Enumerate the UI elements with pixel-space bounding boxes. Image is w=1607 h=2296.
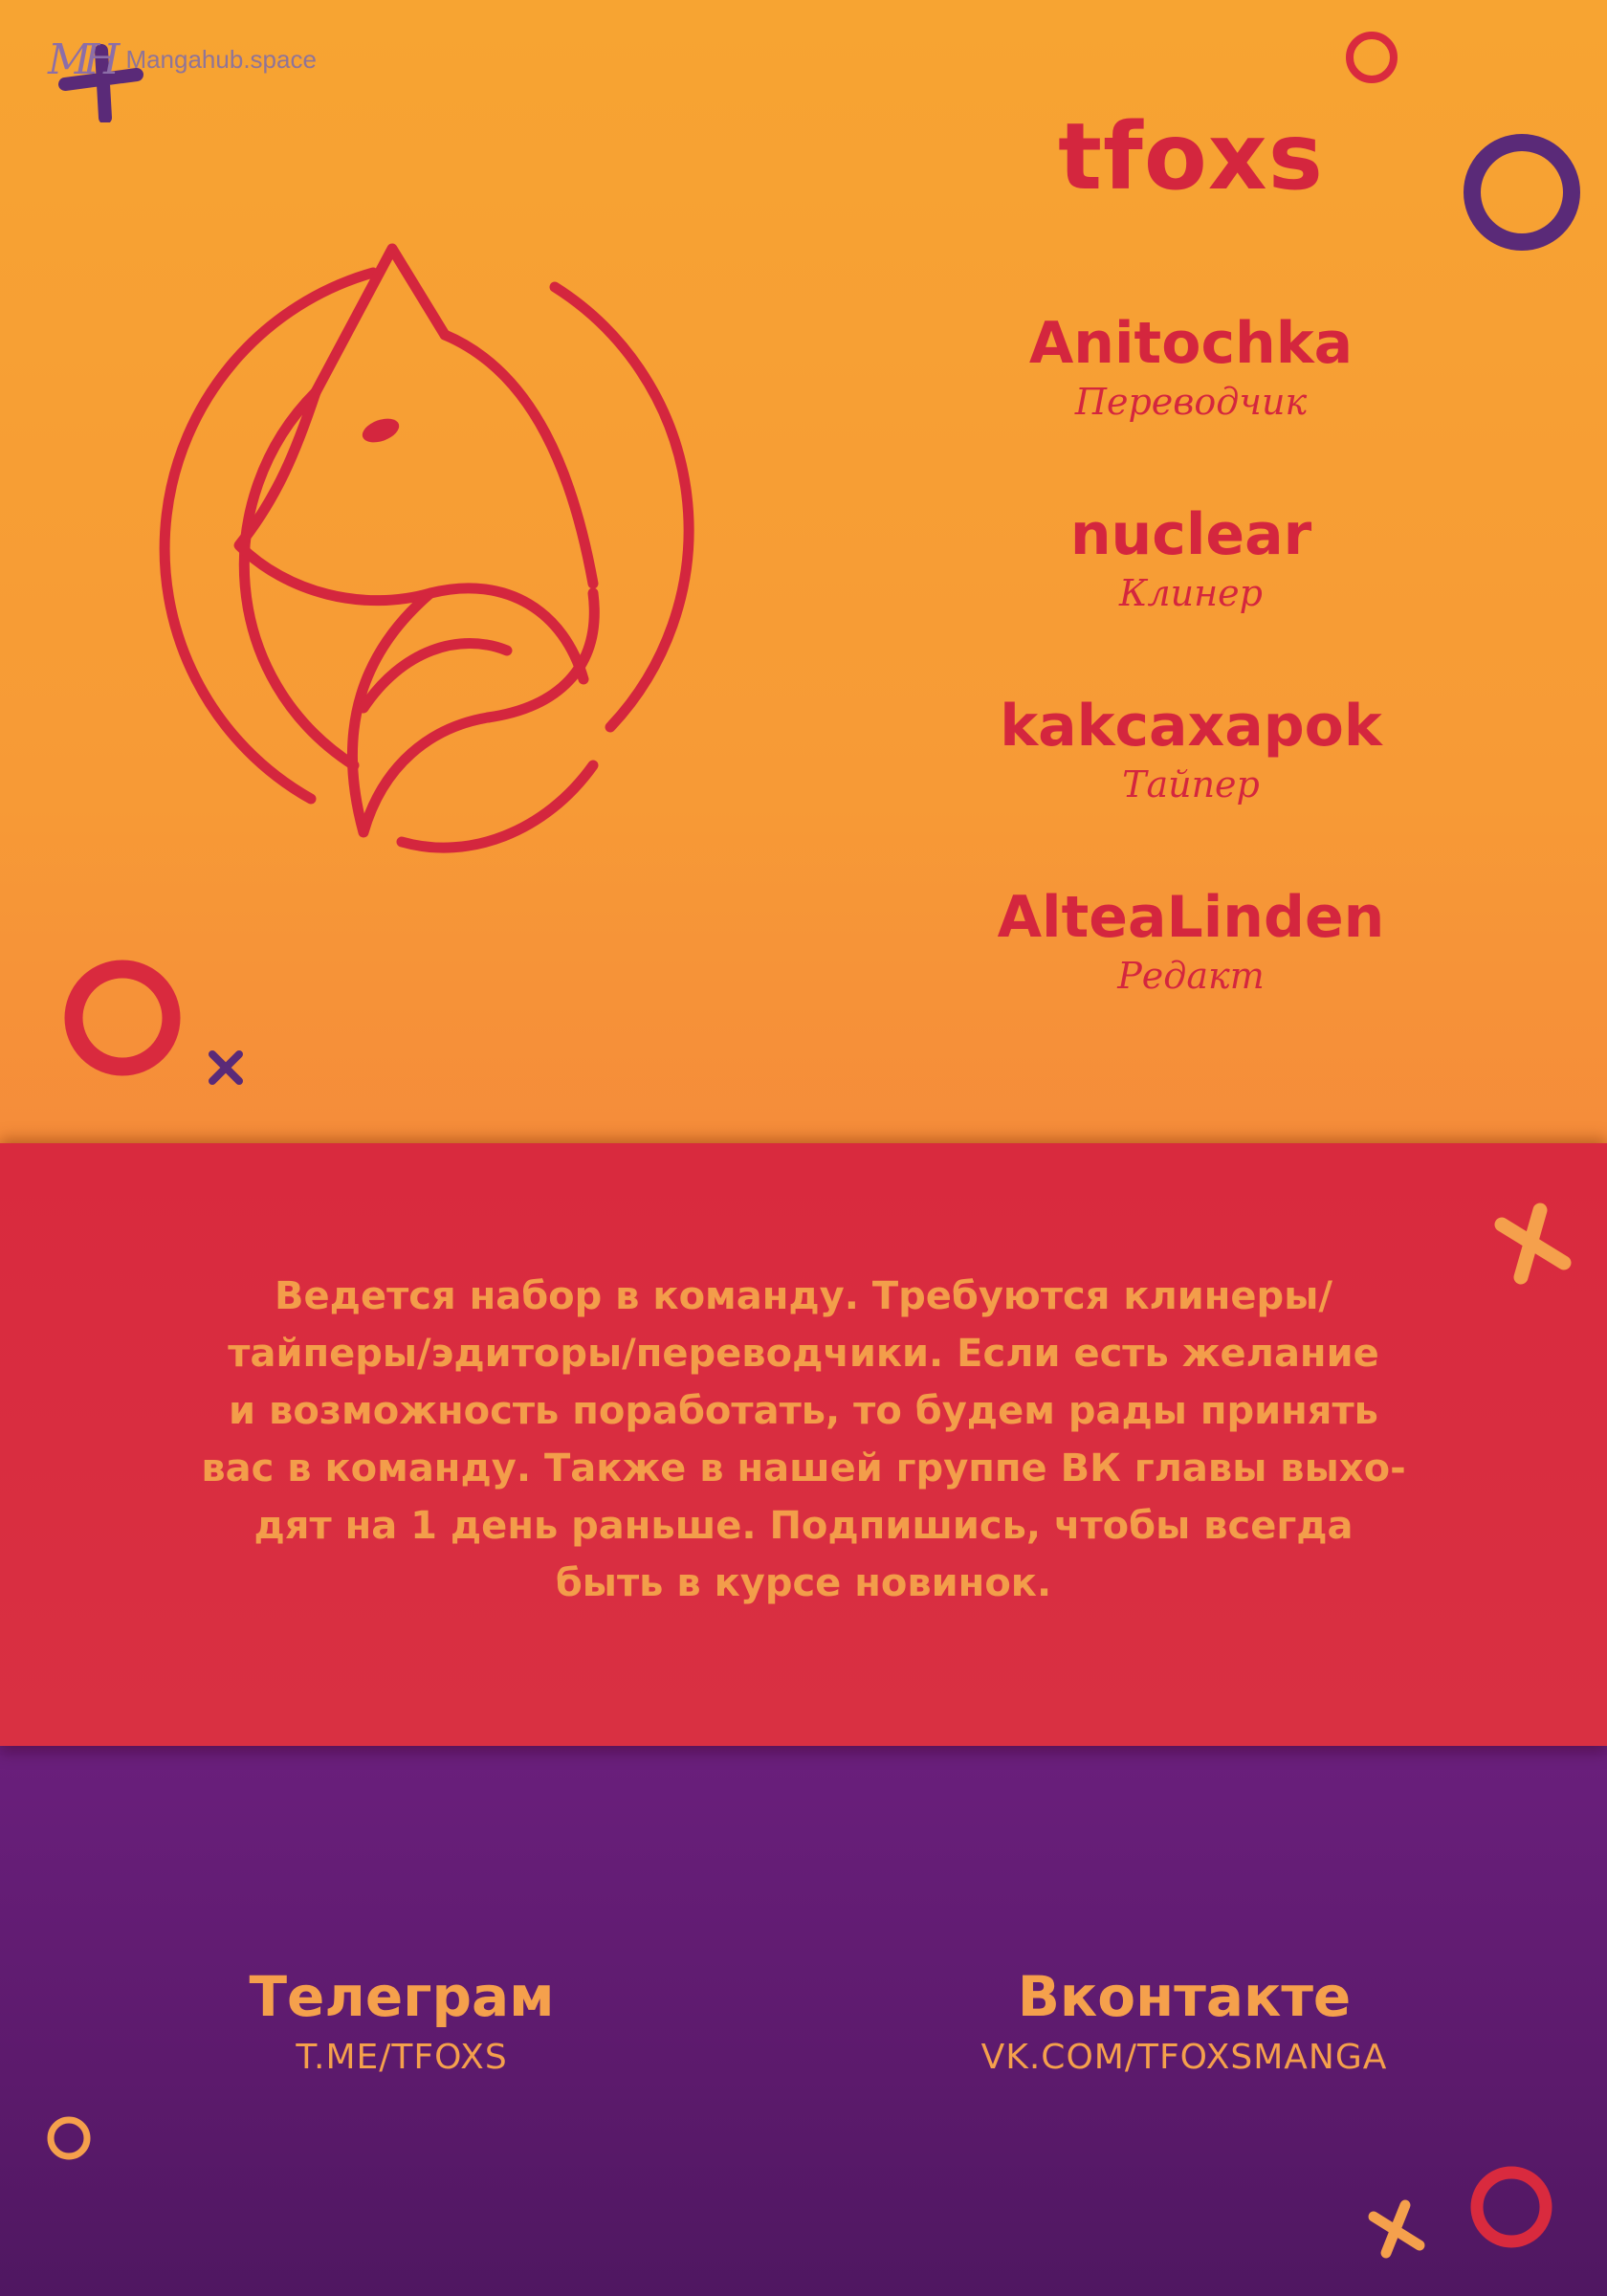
member-name: Anitochka: [1028, 310, 1354, 377]
member-3: [957, 691, 1425, 807]
telegram-title: Телеграм: [249, 1964, 555, 2029]
large-purple-ring-icon: [1460, 130, 1584, 254]
member-role: Редакт: [1117, 955, 1265, 997]
small-purple-cross-icon: [205, 1047, 247, 1089]
watermark: [48, 21, 317, 98]
recruit-line: Ведется набор в команду. Требуются клинеры/: [275, 1274, 1332, 1318]
recruit-message: [134, 1268, 1473, 1612]
orange-cross-bottom-icon: [1362, 2196, 1429, 2263]
header-panel: [0, 0, 1607, 1143]
red-ring-icon: [57, 953, 187, 1083]
small-red-ring-icon: [1343, 29, 1400, 86]
orange-cross-icon: [1483, 1196, 1578, 1292]
fox-circle-logo-icon: [143, 230, 756, 899]
team-title: tfoxs: [1058, 103, 1324, 210]
vk-title: Вконтакте: [1017, 1964, 1352, 2029]
watermark-text: Mangahub.space: [125, 44, 317, 74]
member-role: Тайпер: [1122, 763, 1260, 806]
small-orange-ring-icon: [42, 2111, 96, 2165]
recruit-line: дят на 1 день раньше. Подпишись, чтобы всегда: [253, 1504, 1354, 1548]
member-role: Переводчик: [1074, 381, 1308, 423]
telegram-link-block[interactable]: [96, 1961, 708, 2084]
member-1: [957, 308, 1425, 425]
watermark-logo: MH: [48, 34, 113, 84]
member-2: [957, 499, 1425, 616]
member-name: kakcaxapok: [1000, 693, 1382, 760]
vk-link-block[interactable]: [878, 1961, 1490, 2084]
member-role: Клинер: [1119, 572, 1263, 614]
member-4: [957, 882, 1425, 999]
member-name: AlteaLinden: [997, 884, 1385, 951]
recruit-line: вас в команду. Также в нашей группе ВК главы выхо-: [201, 1446, 1406, 1490]
vk-url[interactable]: VK.COM/TFOXSMANGA: [980, 2038, 1388, 2077]
recruit-line: быть в курсе новинок.: [555, 1561, 1052, 1605]
member-name: nuclear: [1069, 501, 1312, 568]
telegram-url[interactable]: T.ME/TFOXS: [296, 2038, 508, 2077]
red-ring-bottom-icon: [1464, 2159, 1559, 2255]
recruit-line: тайперы/эдиторы/переводчики. Если есть желание: [228, 1332, 1379, 1376]
recruit-line: и возможность поработать, то будем рады принять: [229, 1389, 1378, 1433]
